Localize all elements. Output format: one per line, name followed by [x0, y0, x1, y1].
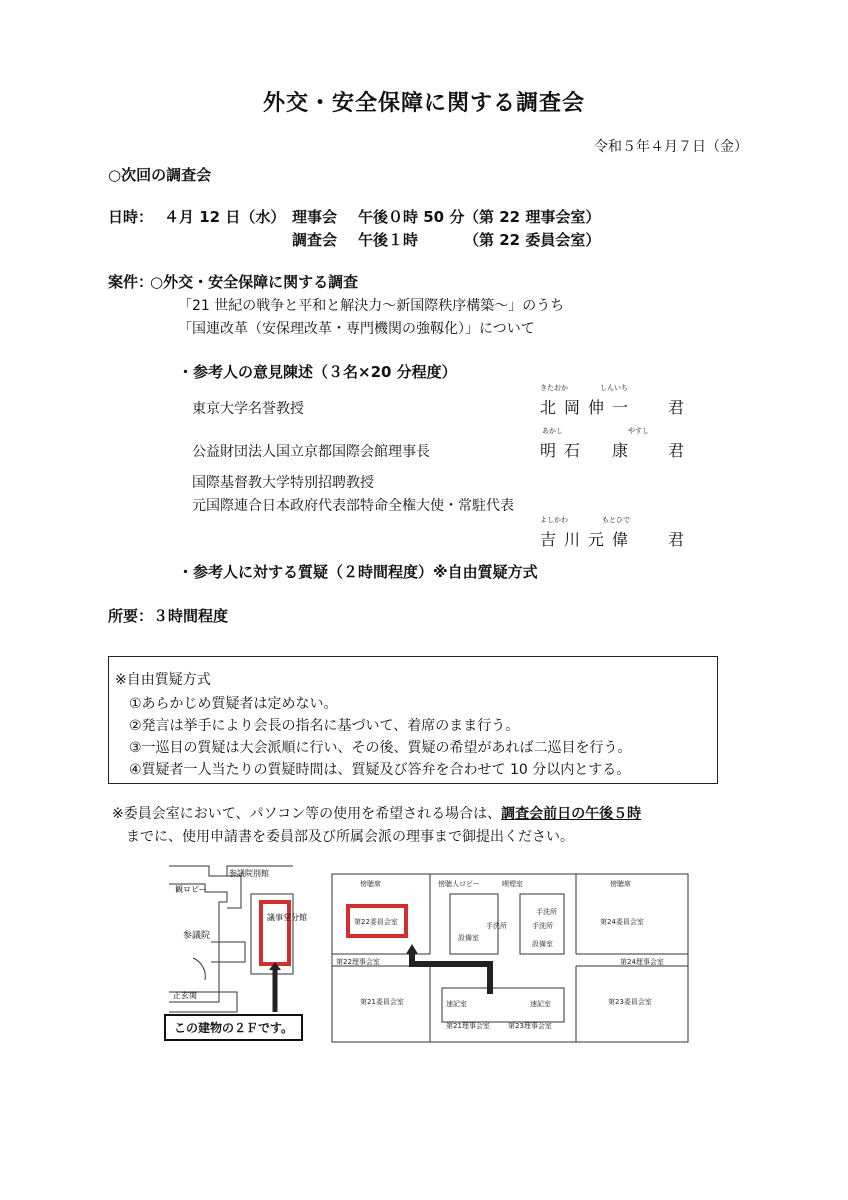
witness-1-name-block: [540, 383, 693, 417]
room-23-label: 第23委員会室: [608, 998, 652, 1006]
agenda-topic-line: 「国連改革（安保理改革・専門機関の強靱化）」について: [178, 321, 535, 337]
duration: 所要：３時間程度: [108, 607, 229, 625]
building-floor-note: この建物の２Ｆです。: [164, 1014, 303, 1041]
stenography-room-2-label: 速記室: [530, 1000, 551, 1008]
sangiin-label: 参議院: [183, 931, 211, 941]
witness-3-affiliation: 国際基督教大学特別招聘教授: [192, 475, 374, 491]
free-qa-item: ④質疑者一人当たりの質疑時間は、質疑及び答弁を合わせて 10 分以内とする。: [129, 762, 631, 778]
gallery-right-label: 傍聴席: [610, 880, 631, 888]
pc-note-line-2: までに、使用申請書を委員部及び所属会派の理事まで御提出ください。: [126, 829, 574, 845]
witness-1-ruby-given: しんいち: [600, 384, 628, 392]
free-qa-box: [108, 656, 718, 784]
free-qa-item: ①あらかじめ質疑者は定めない。: [129, 696, 338, 712]
witness-1-affiliation: 東京大学名誉教授: [192, 401, 304, 417]
meeting-day: ４月 12 日（水）: [164, 208, 286, 226]
board-22-label: 第22理事会室: [336, 958, 380, 966]
annex-label: 参議院別館: [229, 869, 269, 878]
restroom-1-label: 手洗所: [486, 922, 507, 930]
pc-note-prefix: ※委員会室において、パソコン等の使用を希望される場合は、: [112, 806, 502, 822]
council-meeting-time: 午後１時: [358, 231, 419, 249]
restroom-3-label: 手洗所: [532, 922, 553, 930]
free-qa-item: ③一巡目の質疑は大会派順に行い、その後、質疑の希望があれば二巡目を行う。: [129, 740, 632, 756]
witness-2-affiliation: 公益財団法人国立京都国際会館理事長: [192, 444, 430, 460]
witness-1-honorific: 君: [668, 398, 693, 417]
witness-heading: ・参考人の意見陳述（３名×20 分程度）: [178, 363, 457, 381]
gallery-left-label: 傍聴席: [360, 880, 381, 888]
witness-3-name: 吉川元偉: [540, 530, 637, 549]
board-21-label: 第21理事会室: [446, 1022, 490, 1030]
stenography-room-1-label: 速記室: [446, 1000, 467, 1008]
witness-1-ruby-surname: きたおか: [540, 384, 568, 392]
witness-2-ruby-surname: あかし: [542, 427, 563, 435]
board-23-label: 第23理事会室: [508, 1022, 552, 1030]
qa-heading: ・参考人に対する質疑（２時間程度）※自由質疑方式: [178, 563, 538, 581]
witness-2-name: 明石 康: [540, 441, 637, 460]
free-qa-item: ②発言は挙手により会長の指名に基づいて、着席のまま行う。: [129, 718, 520, 734]
board-meeting-time: 午後０時 50 分: [358, 208, 465, 226]
pc-note-deadline: 調査会前日の午後５時: [501, 806, 642, 822]
board-24-label: 第24理事会室: [620, 958, 664, 966]
next-meeting-heading: ○次回の調査会: [108, 166, 212, 184]
witness-3-honorific: 君: [668, 530, 693, 549]
pc-note-line-1: [112, 803, 641, 823]
restroom-2-label: 手洗所: [536, 908, 557, 916]
building-label: 議事堂分館: [267, 913, 307, 922]
document-date: 令和５年４月７日（金）: [594, 139, 748, 155]
agenda-theme-line: 「21 世紀の戦争と平和と解決力～新国際秩序構築～」のうち: [178, 298, 565, 314]
board-meeting-room: （第 22 理事会室）: [464, 208, 601, 226]
equipment-room-1-label: 設備室: [458, 934, 479, 942]
gallery-lobby-label: 傍聴人ロビー: [438, 880, 480, 888]
witness-2-name-block: [540, 426, 693, 460]
board-meeting-label: 理事会: [292, 208, 338, 226]
agenda-subject: ○外交・安全保障に関する調査: [150, 273, 359, 291]
witness-2-ruby-given: やすし: [628, 427, 649, 435]
room-24-label: 第24委員会室: [600, 918, 644, 926]
witness-3-ruby-given: もとひで: [602, 516, 630, 524]
equipment-room-2-label: 設備室: [532, 940, 553, 948]
witness-3-name-block: [540, 515, 693, 549]
room-21-label: 第21委員会室: [360, 998, 404, 1006]
floor-plan: [330, 870, 690, 1046]
lobby-label: 観ロビー: [175, 885, 207, 894]
witness-1-name: 北岡伸一: [540, 398, 637, 417]
smoking-room-label: 喫煙室: [502, 880, 523, 888]
council-meeting-room: （第 22 委員会室）: [464, 231, 601, 249]
witness-3-affiliation-2: 元国際連合日本政府代表部特命全権大使・常駐代表: [192, 498, 514, 514]
witness-2-honorific: 君: [668, 441, 693, 460]
free-qa-heading: ※自由質疑方式: [115, 672, 211, 688]
witness-3-ruby-surname: よしかわ: [540, 516, 568, 524]
entrance-label: 正玄関: [173, 991, 197, 1000]
page-title: 外交・安全保障に関する調査会: [262, 91, 585, 116]
room-22-label: 第22委員会室: [354, 918, 398, 926]
council-meeting-label: 調査会: [292, 231, 338, 249]
agenda-label: 案件：: [108, 273, 154, 291]
datetime-label: 日時：: [108, 208, 154, 226]
